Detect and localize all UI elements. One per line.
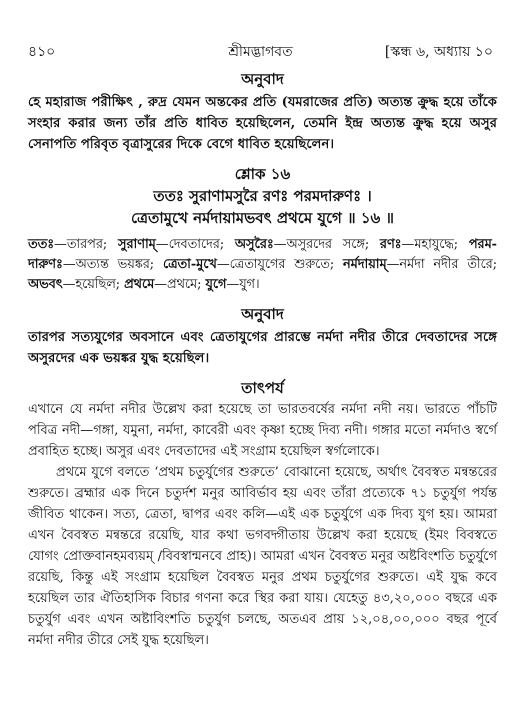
syn-word: ত্রেতা-মুখে — [162, 257, 217, 272]
purport-paragraph-2: প্রথমে যুগে বলতে ‘প্রথম চতুর্যুগের শুরুতে’ বোঝানো হয়েছে, অর্থাৎ বৈবস্বত মন্বন্তরের শুরুতে। ব্রহ্মার এক দিনে চতুর্দশ মনুর আবির্ভাব হয় এবং তাঁরা প্রত্যেকে ৭১ চতুর্যুগ পর্যন্ত জীবিত থাকেন। সত্য, ত্রেতা, দ্বাপর এবং কলি—এই এক চতুর্যুগে এক দিব্য যুগ হয়। আমরা এখন বৈবস্বত মন্বন্তরে রয়েছি, যার কথা ভগবদ্গীতায় উল্লেখ করা হয়েছে (ইমং বিবস্বতে যোগং প্রোক্তবানহমব্যয়ম্ /বিবস্বান্মনবে প্রাহ)। আমরা এখন বৈবস্বত মনুর অষ্টবিংশতি চতুর্যুগে রয়েছি, কিন্তু এই সংগ্রাম হয়েছিল বৈবস্বত মনুর প্রথম চতুর্যুগের শুরুতে। এই যুদ্ধ কবে হয়েছিল তার ঐতিহাসিক বিচার গণনা করে স্থির করা যায়। যেহেতু ৪৩,২০,০০০ বছরে এক চতুর্যুগ এবং এখন অষ্টাবিংশতি চতুর্যুগ চলছে, অতএব প্রায় ১২,০৪,০০,০০০ বছর পূর্বে নর্মদা নদীর তীরে সেই যুদ্ধ হয়েছিল। — [28, 465, 497, 648]
syn-meaning: —ত্রেতাযুগের শুরুতে; — [216, 257, 344, 272]
syn-meaning: —অত্যন্ত ভয়ঙ্কর; — [62, 257, 163, 272]
syn-word: যুগে — [205, 277, 227, 292]
translation-text-2: তারপর সত্যযুগের অবসানে এবং ত্রেতাযুগের প্রারম্ভে নর্মদা নদীর তীরে দেবতাদের সঙ্গে অসুরদের এক ভয়ঙ্কর যুদ্ধ হয়েছিল। — [28, 330, 497, 366]
purport-paragraph-1: এখানে যে নর্মদা নদীর উল্লেখ করা হয়েছে তা ভারতবর্ষের নর্মদা নদী নয়। ভারতে পাঁচটি পবিত্র নদী—গঙ্গা, যমুনা, নর্মদা, কাবেরী এবং কৃষ্ণা হচ্ছে দিব্য নদী। গঙ্গার মতো নর্মদাও স্বর্গে প্রবাহিত হচ্ছে। অসুর এবং দেবতাদের এই সংগ্রাম হয়েছিল স্বর্গলোকে। — [28, 402, 497, 459]
chapter-location: [স্কন্ধ ৬, অধ্যায় ১০ — [384, 44, 493, 60]
page-number: ৪১০ — [28, 44, 56, 60]
syn-word: নর্মদায়াম্ — [343, 257, 387, 272]
page-header — [28, 40, 493, 62]
syn-meaning: —তারপর; — [54, 237, 118, 252]
syn-word: অভবৎ — [28, 277, 63, 292]
syn-word: পরম-দারুণঃ — [28, 237, 497, 272]
page-content — [28, 68, 497, 651]
translation-heading: অনুবাদ — [241, 70, 284, 88]
translation-heading-2: অনুবাদ — [241, 305, 284, 323]
purport-heading: তাৎপর্য — [241, 379, 284, 397]
syn-word: অসুরৈঃ — [234, 237, 274, 252]
syn-word: সুরাণাম্ — [118, 237, 156, 252]
syn-word: ততঃ — [28, 237, 55, 252]
verse-line-2: ত্রেতামুখে নর্মদায়ামভবৎ প্রথমে যুগে ॥ ১৬ ॥ — [130, 209, 395, 227]
verse-line-1: ততঃ সুরাণামসুরৈ রণঃ পরমদারুণঃ । — [153, 187, 372, 205]
synonyms — [28, 235, 497, 295]
translation-text: হে মহারাজ পরীক্ষিৎ , রুদ্র যেমন অন্তকের প্রতি (যমরাজের প্রতি) অত্যন্ত ক্রুদ্ধ হয়ে তাঁকে সংহার করার জন্য তাঁর প্রতি ধাবিত হয়েছিলেন, তেমনি ইন্দ্র অত্যন্ত ক্রুদ্ধ হয়ে অসুর সেনাপতি পরিবৃত বৃত্রাসুরের দিকে বেগে ধাবিত হয়েছিলেন। — [28, 95, 497, 152]
verse-heading: শ্লোক ১৬ — [234, 165, 291, 183]
syn-meaning: —হয়েছিল; — [62, 277, 125, 292]
syn-meaning: —অসুরদের সঙ্গে; — [273, 237, 380, 252]
book-title: শ্রীমদ্ভাগবত — [228, 44, 293, 60]
syn-meaning: —প্রথমে; — [154, 277, 206, 292]
syn-word: রণঃ — [379, 237, 402, 252]
syn-meaning: —নর্মদা নদীর তীরে; — [386, 257, 498, 272]
syn-meaning: —মহাযুদ্ধে; — [401, 237, 469, 252]
syn-meaning: —দেবতাদের; — [155, 237, 235, 252]
syn-word: প্রথমে — [124, 277, 155, 292]
syn-meaning: —যুগ। — [226, 277, 260, 292]
